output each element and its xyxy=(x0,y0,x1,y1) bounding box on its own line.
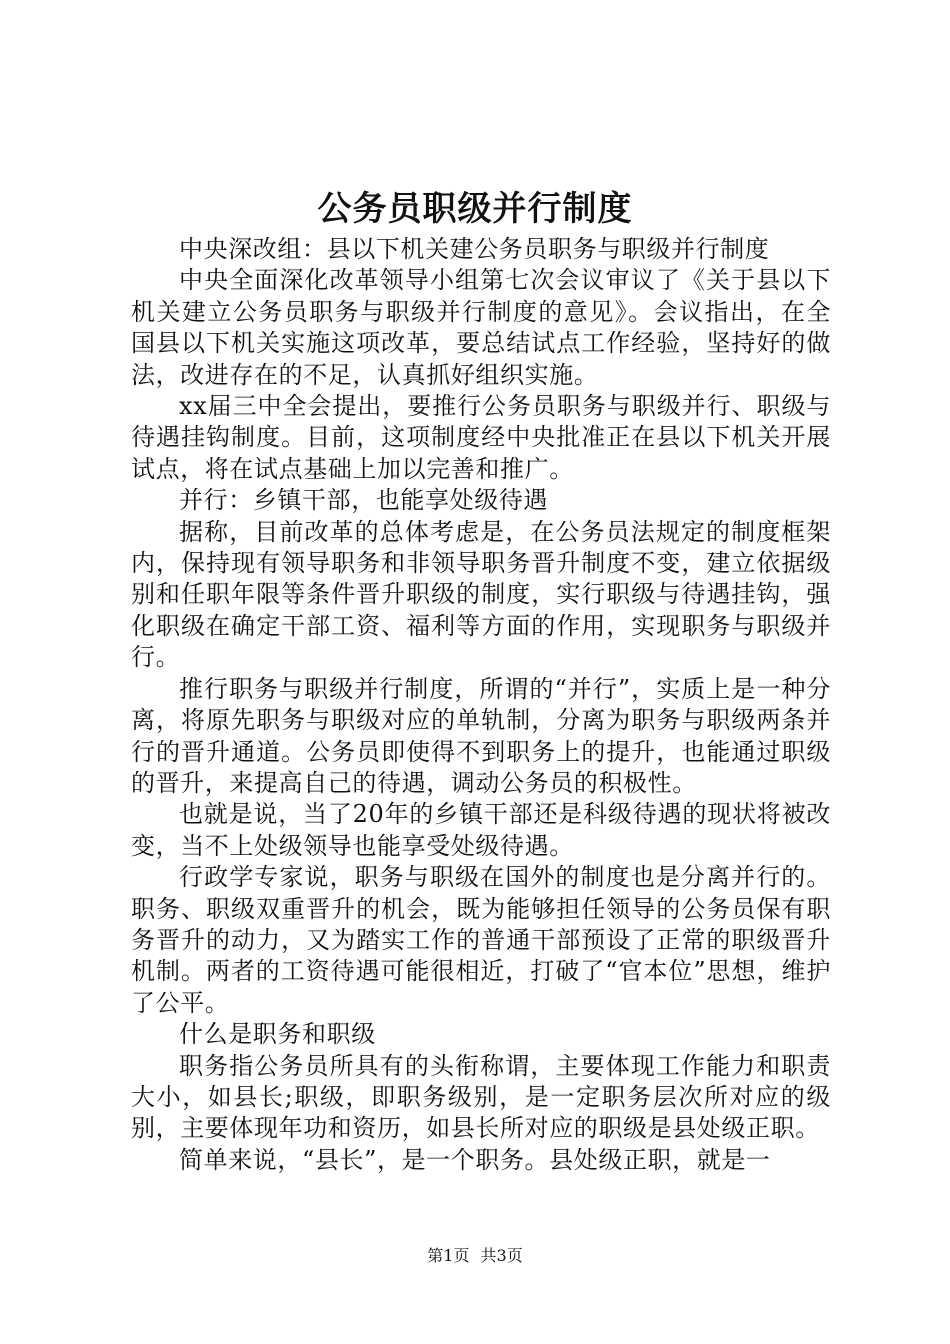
page-footer xyxy=(0,1244,950,1268)
page-number: 第1页 xyxy=(427,1246,470,1265)
document-body xyxy=(131,234,831,1176)
paragraph-heading: 并行：乡镇干部，也能享处级待遇 xyxy=(179,486,548,515)
paragraph: xx届三中全会提出，要推行公务员职务与职级并行、职级与待遇挂钩制度。目前，这项制度经中央批准正在县以下机关开展试点，将在试点基础上加以完善和推广。 xyxy=(131,392,831,483)
paragraph: 职务指公务员所具有的头衔称谓，主要体现工作能力和职责大小，如县长;职级，即职务级别，是一定职务层次所对应的级别，主要体现年功和资历，如县长所对应的职级是县处级正职。 xyxy=(131,1051,831,1143)
paragraph-heading: 什么是职务和职级 xyxy=(179,1020,376,1049)
paragraph-heading: 中央深改组：县以下机关建公务员职务与职级并行制度 xyxy=(179,235,770,263)
paragraph: 简单来说，“县长”，是一个职务。县处级正职，就是一 xyxy=(179,1145,771,1174)
document-title: 公务员职级并行制度 xyxy=(317,189,633,229)
paragraph: 推行职务与职级并行制度，所谓的“并行”，实质上是一种分离，将原先职务与职级对应的单轨制，分离为职务与职级两条并行的晋升通道。公务员即使得不到职务上的提升，也能通过职级的晋升，来提高自己的待遇，调动公务员的积极性。 xyxy=(131,674,831,797)
paragraph: 也就是说，当了20年的乡镇干部还是科级待遇的现状将被改变，当不上处级领导也能享受处级待遇。 xyxy=(131,800,831,860)
paragraph: 中央全面深化改革领导小组第七次会议审议了《关于县以下机关建立公务员职务与职级并行制度的意见》。会议指出，在全国县以下机关实施这项改革，要总结试点工作经验，坚持好的做法，改进存在的不足，认真抓好组织实施。 xyxy=(131,266,831,389)
paragraph: 行政学专家说，职务与职级在国外的制度也是分离并行的。职务、职级双重晋升的机会，既为能够担任领导的公务员保有职务晋升的动力，又为踏实工作的普通干部预设了正常的职级晋升机制。两者的工资待遇可能很相近，打破了“官本位”思想，维护了公平。 xyxy=(131,863,831,1017)
paragraph: 据称，目前改革的总体考虑是，在公务员法规定的制度框架内，保持现有领导职务和非领导职务晋升制度不变，建立依据级别和任职年限等条件晋升职级的制度，实行职级与待遇挂钩，强化职级在确定干部工资、福利等方面的作用，实现职务与职级并行。 xyxy=(131,517,831,672)
page-total: 共3页 xyxy=(480,1246,523,1265)
